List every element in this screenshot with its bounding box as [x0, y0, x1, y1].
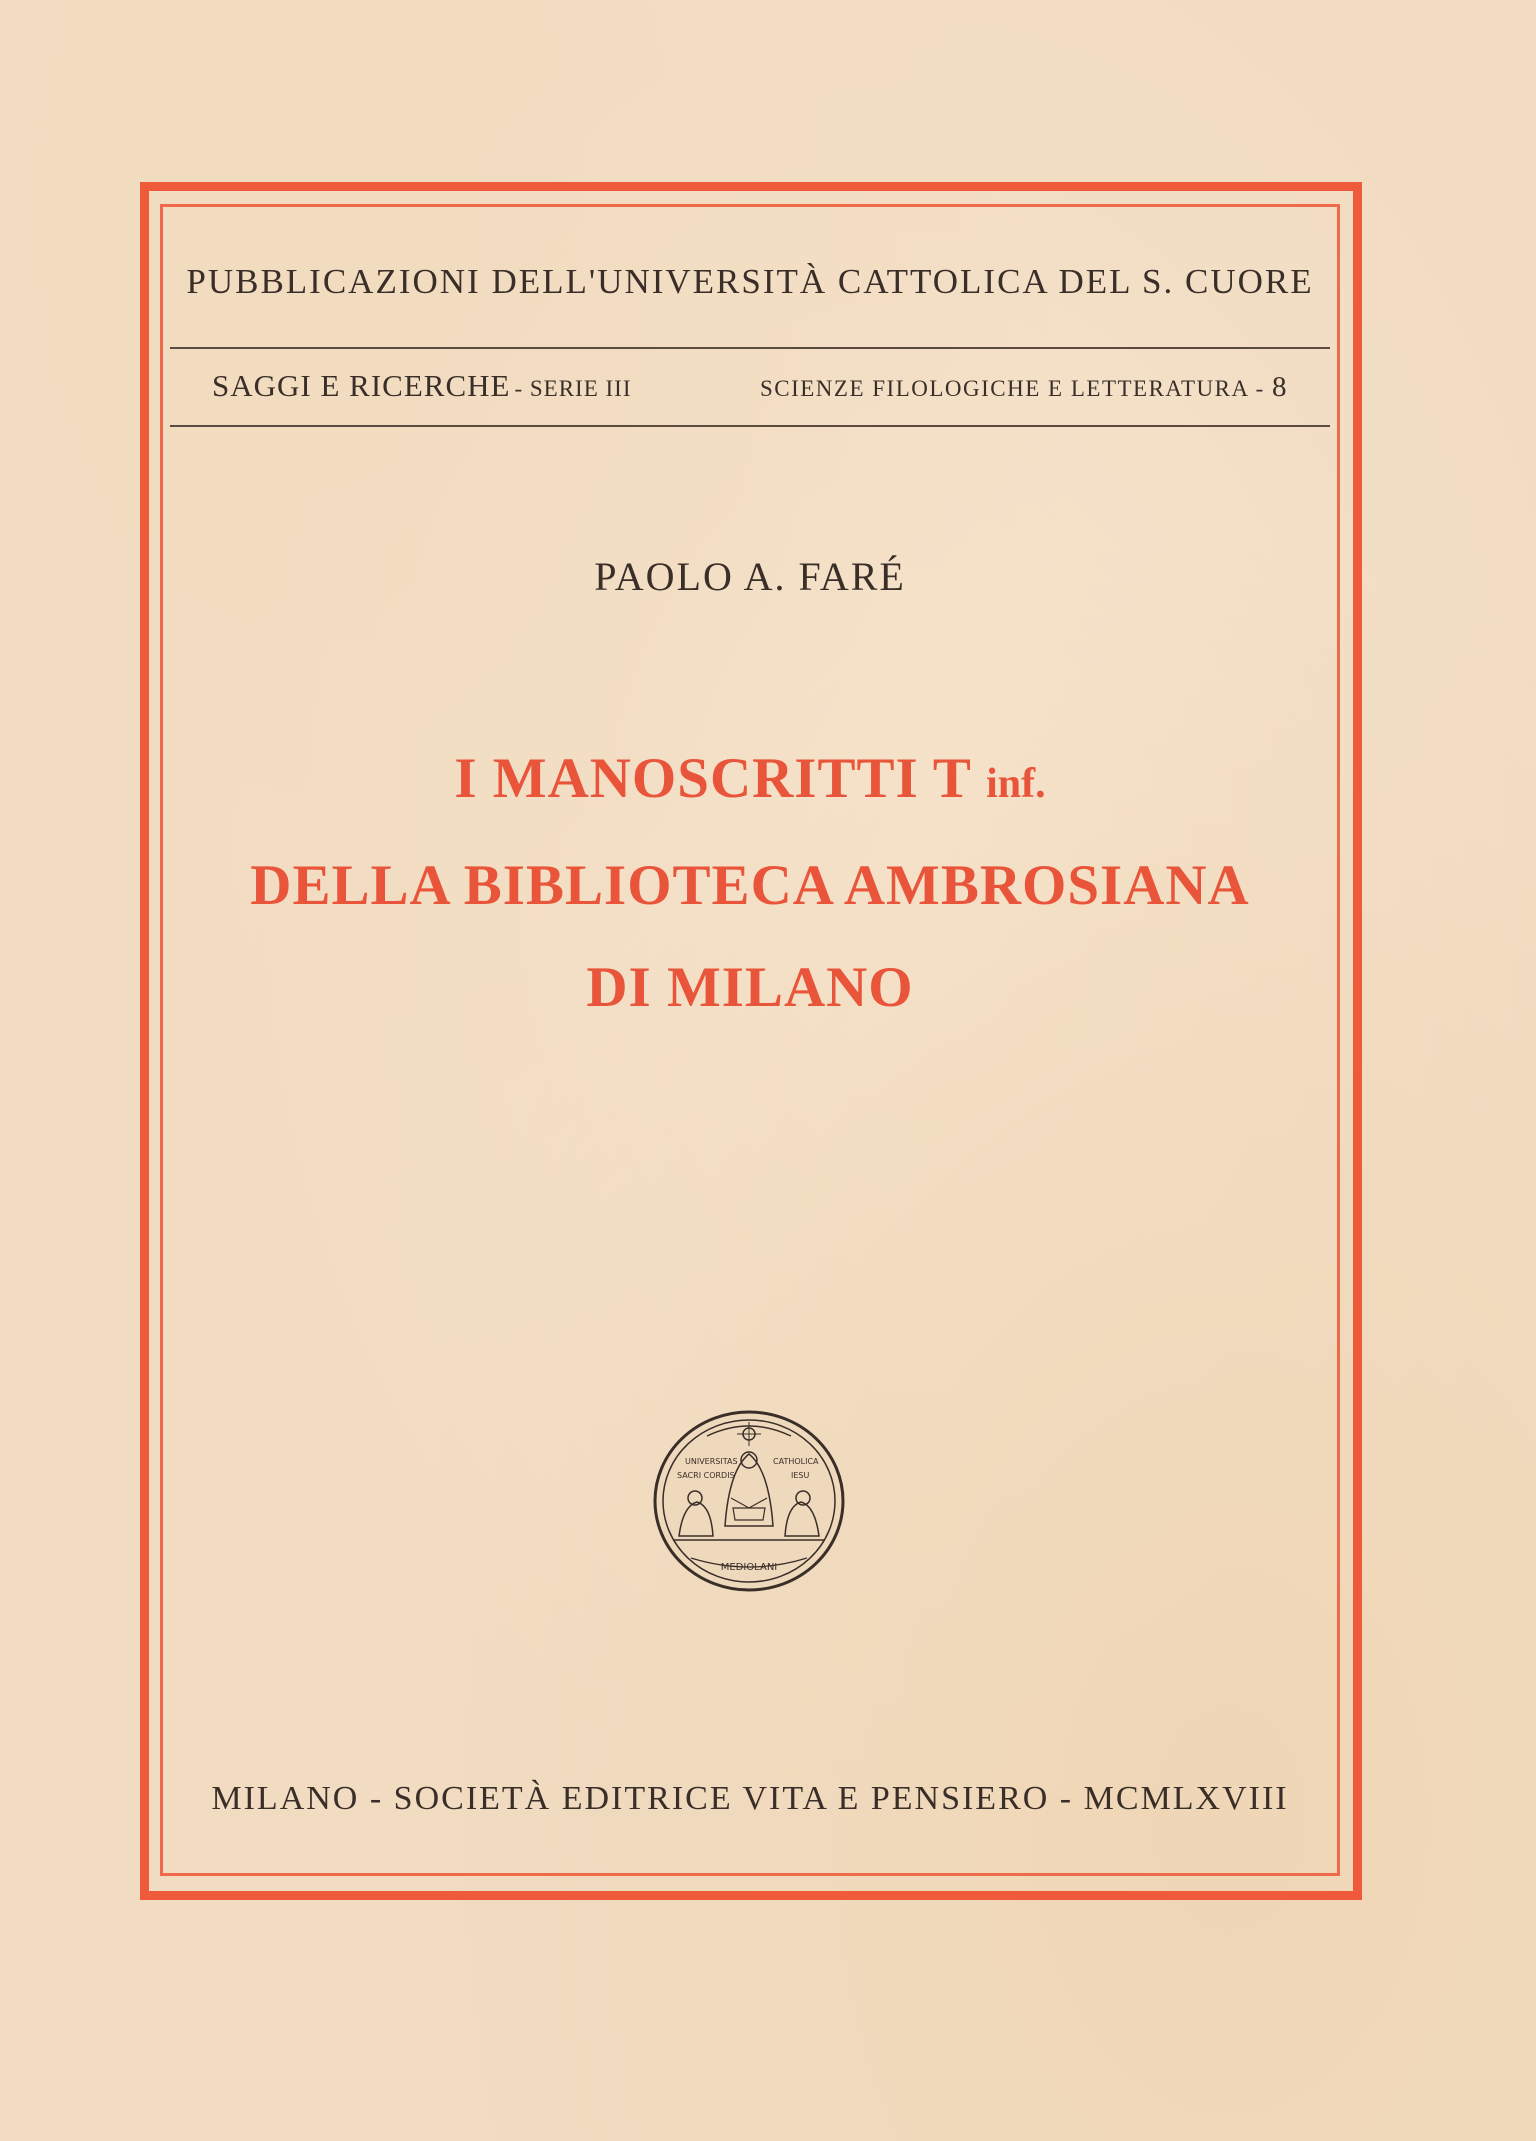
series-section: [760, 371, 1288, 404]
book-title: [160, 728, 1340, 1039]
section-number: 8: [1272, 371, 1288, 403]
seal-text-mid-right: IESU: [791, 1471, 810, 1480]
inner-red-frame: [160, 204, 1340, 1876]
series-info-line: [212, 368, 1288, 404]
divider-top: [170, 347, 1330, 349]
seal-text-top-right: CATHOLICA: [773, 1457, 819, 1466]
publication-series-title: PUBBLICAZIONI DELL'UNIVERSITÀ CATTOLICA DEL S. CUORE: [186, 262, 1314, 301]
section-name: SCIENZE FILOLOGICHE E LETTERATURA -: [759, 376, 1265, 401]
title-line-3: DI MILANO: [586, 956, 914, 1019]
university-seal-icon: [651, 1408, 847, 1594]
author-name: PAOLO A. FARÉ: [594, 554, 906, 599]
collection-name: SAGGI E RICERCHE: [212, 368, 511, 403]
seal-text-mid-left: SACRI CORDIS: [677, 1471, 735, 1480]
serie-number: - SERIE III: [514, 376, 632, 401]
title-line-1-suffix: inf.: [986, 761, 1046, 807]
seal-text-top-left: UNIVERSITAS: [685, 1457, 738, 1466]
publisher-imprint: MILANO - SOCIETÀ EDITRICE VITA E PENSIERO - MCMLXVIII: [211, 1780, 1289, 1817]
title-line-1-main: I MANOSCRITTI T: [454, 747, 971, 810]
series-collection: [212, 368, 631, 404]
divider-bottom: [170, 425, 1330, 427]
title-line-2: DELLA BIBLIOTECA AMBROSIANA: [250, 854, 1250, 917]
title-line-1: [160, 728, 1340, 835]
seal-text-bottom: MEDIOLANI: [720, 1562, 778, 1573]
